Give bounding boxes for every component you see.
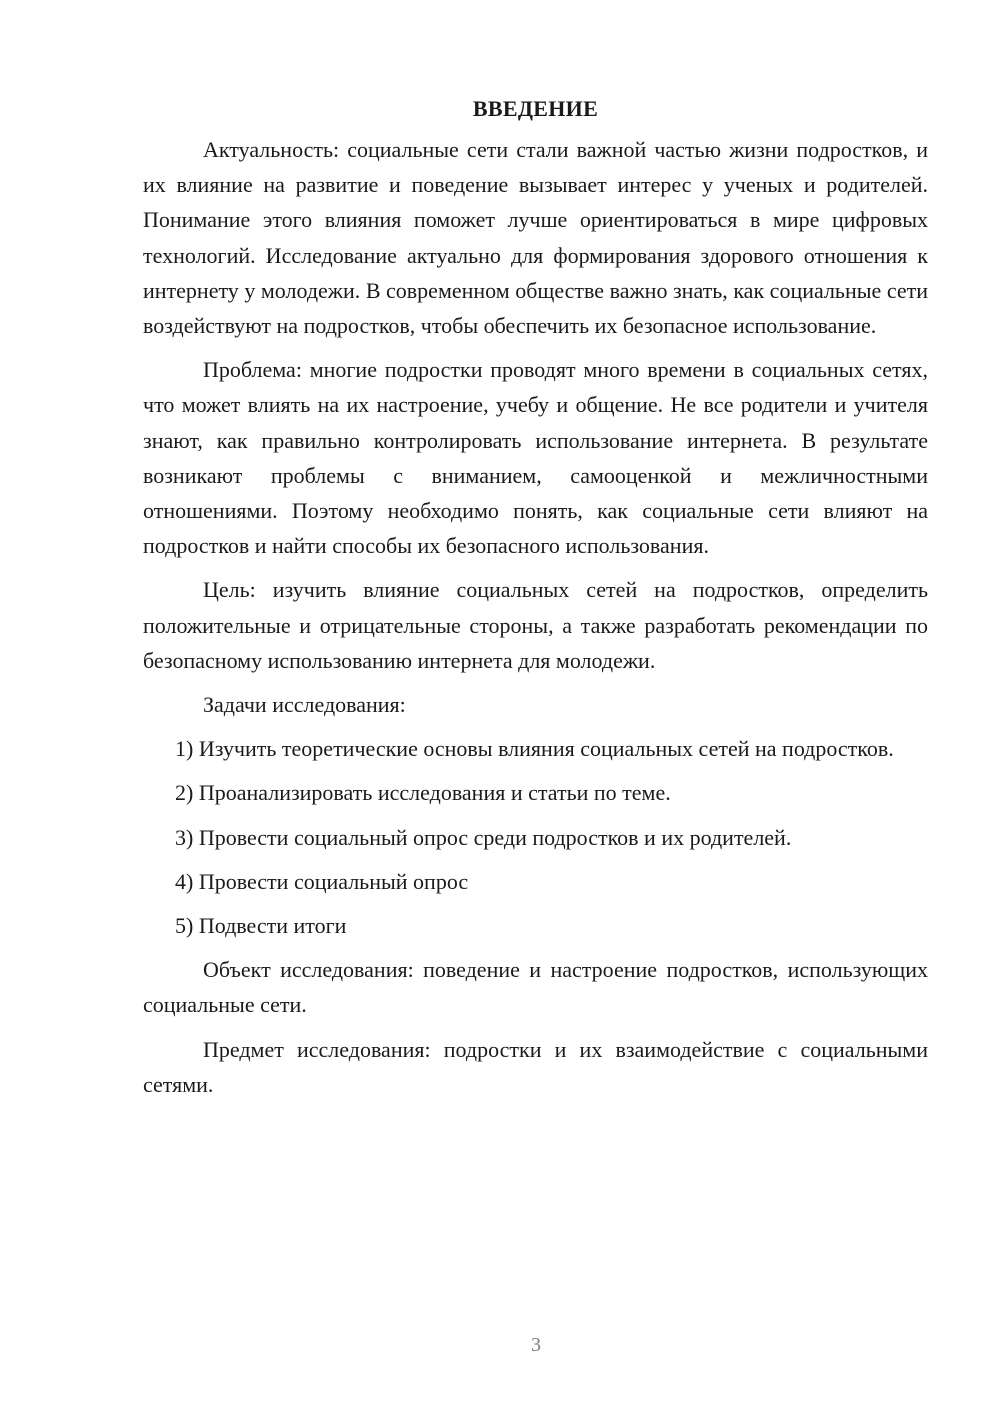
task-item-4: 4) Провести социальный опрос xyxy=(175,868,469,894)
task-item-3: 3) Провести социальный опрос среди подростков и их родителей. xyxy=(175,824,792,850)
object-paragraph: Объект исследования: поведение и настроение подростков, использующих социальные сети. xyxy=(143,957,928,1018)
tasks-heading: Задачи исследования: xyxy=(203,692,406,718)
page-number: 3 xyxy=(531,1334,541,1356)
goal-paragraph: Цель: изучить влияние социальных сетей на подростков, определить положительные и отрицательные стороны, а также разработать рекомендации по безопасному использованию интернета для молодежи. xyxy=(143,577,928,673)
relevance-paragraph: Актуальность: социальные сети стали важной частью жизни подростков, и их влияние на развитие и поведение вызывает интерес у ученых и родителей. Понимание этого влияния поможет лучше ориентироваться в мире цифровых технологий. Исследование актуально для формирования здорового отношения к интернету у молодежи. В современном обществе важно знать, как социальные сети воздействуют на подростков, чтобы обеспечить их безопасное использование. xyxy=(143,137,928,339)
problem-paragraph: Проблема: многие подростки проводят много времени в социальных сетях, что может влиять на их настроение, учебу и общение. Не все родители и учителя знают, как правильно контролировать использование интернета. В результате возникают проблемы с вниманием, самооценкой и межличностными отношениями. Поэтому необходимо понять, как социальные сети влияют на подростков и найти способы их безопасного использования. xyxy=(143,357,928,559)
task-item-1: 1) Изучить теоретические основы влияния социальных сетей на подростков. xyxy=(175,736,894,762)
page-title: ВВЕДЕНИЕ xyxy=(472,96,599,121)
task-item-2: 2) Проанализировать исследования и статьи по теме. xyxy=(175,780,671,806)
subject-paragraph: Предмет исследования: подростки и их взаимодействие с социальными сетями. xyxy=(143,1036,928,1097)
task-item-5: 5) Подвести итоги xyxy=(175,913,347,939)
document-page xyxy=(143,92,928,1111)
